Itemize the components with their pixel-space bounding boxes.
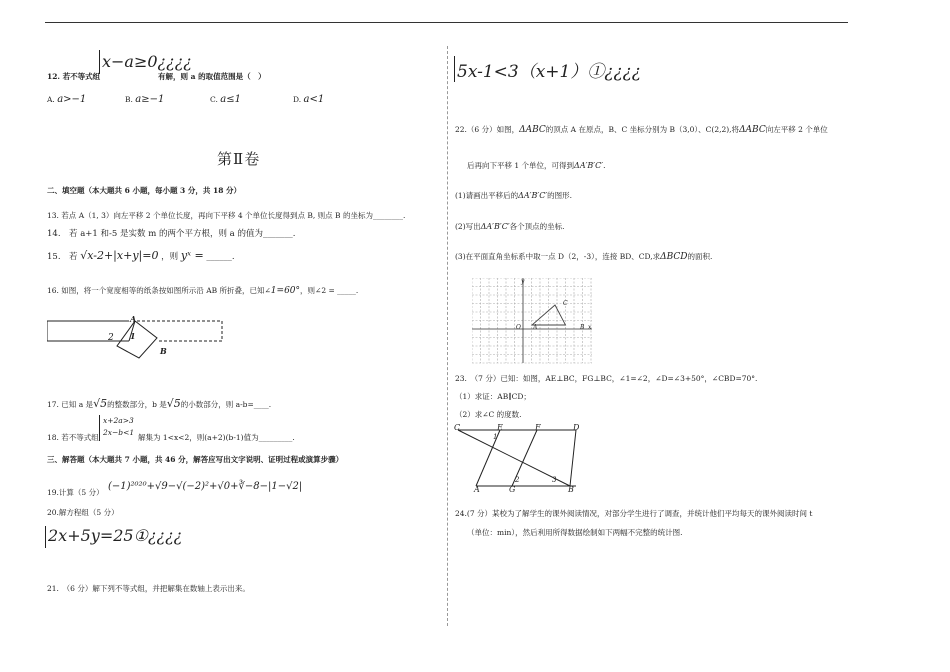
q12-option-d: D. a<1 xyxy=(293,94,325,105)
q12-option-b: B. a≥−1 xyxy=(125,94,165,105)
q23-part1: （1）求证：AB∥CD； xyxy=(455,392,531,401)
q18-line1: x+2a>3 xyxy=(103,416,134,425)
q23-label-e: E xyxy=(497,423,503,432)
q21: 21. （6 分）解下列不等式组，并把解集在数轴上表示出来。 xyxy=(47,584,250,593)
q12-inequality: x−a≥0¿¿¿¿ xyxy=(102,52,192,71)
part2-header: 二、填空题（本大题共 6 小题，每小题 3 分，共 18 分） xyxy=(47,186,242,195)
q22-origin: O xyxy=(516,324,521,331)
q22-part1: (1)请画出平移后的ΔA′B′C′的图形. xyxy=(455,191,573,200)
q20-label: 20.解方程组（5 分） xyxy=(47,508,119,517)
part3-header: 三、解答题（本大题共 7 小题，共 46 分，解答应写出文字说明、证明过程或演算步骤） xyxy=(47,455,344,464)
q24-line2: （单位：min），然后利用所得数据绘制如下两幅不完整的统计图. xyxy=(467,528,683,537)
q22-line1: 22.（6 分）如图，ΔABC的顶点 A 在原点，B、C 坐标分别为 B（3,0）、C(2,2),将ΔABC向左平移 2 个单位 xyxy=(455,125,828,135)
q22-part2: (2)写出ΔA′B′C′各个顶点的坐标. xyxy=(455,222,565,231)
q18-suffix: 解集为 1<x<2，则(a+2)(b-1)值为_________. xyxy=(138,433,295,442)
q21-brace xyxy=(454,56,455,82)
q22-part3: (3)在平面直角坐标系中取一点 D（2，-3），连接 BD、CD,求ΔBCD的面积. xyxy=(455,252,713,262)
column-divider xyxy=(447,46,448,626)
q23-label-3: 3 xyxy=(552,476,557,484)
q21-inequality: 5x-1<3（x+1）①¿¿¿¿ xyxy=(457,62,641,82)
q20-equation: 2x+5y=25①¿¿¿¿ xyxy=(48,526,183,545)
q16: 16. 如图，将一个宽度相等的纸条按如图所示沿 AB 所折叠，已知∠1=60°，则∠2 = _____. xyxy=(47,286,359,296)
q23-line1: 23. （7 分）已知：如图，AE⊥BC，FG⊥BC，∠1=∠2，∠D=∠3+50°，∠CBD=70°. xyxy=(455,374,758,383)
q19-prefix: 19.计算（5 分） xyxy=(47,488,104,497)
q23-label-f: F xyxy=(535,423,541,432)
q16-label-b: B xyxy=(160,346,167,356)
q13: 13. 若点 A（1, 3）向左平移 2 个单位长度，再向下平移 4 个单位长度得到点 B, 则点 B 的坐标为________. xyxy=(47,211,406,220)
q17: 17. 已知 a 是√5的整数部分，b 是√5的小数部分，则 a-b=____. xyxy=(47,397,272,410)
q23-label-d: D xyxy=(573,423,580,432)
q22-coordinate-grid xyxy=(472,278,594,364)
q18-line2: 2x−b<1 xyxy=(103,428,135,437)
q16-label-1: 1 xyxy=(130,331,136,341)
q20-brace xyxy=(45,526,46,548)
q23-label-b: B xyxy=(568,485,574,494)
q22-line2: 后再向下平移 1 个单位，可得到ΔA′B′C′. xyxy=(467,161,606,170)
q23-label-a: A xyxy=(474,485,480,494)
q12-suffix: 有解，则 a 的取值范围是（ ） xyxy=(158,72,266,81)
q22-axis-x: x xyxy=(588,324,592,331)
q12-option-a: A. a>−1 xyxy=(47,94,87,105)
q22-point-c: C xyxy=(563,300,568,307)
q23-label-g: G xyxy=(509,485,516,494)
q19-expression: (−1)²⁰²⁰+√9−√(−2)²+√0+∛−8−|1−√2| xyxy=(108,481,303,492)
q18-brace xyxy=(99,415,100,441)
q15: 15. 若 √x-2+|x+y|=0 ，则 yˣ = ______. xyxy=(47,249,235,262)
q23-part2: （2）求∠C 的度数. xyxy=(455,410,522,419)
q14: 14. 若 a+1 和-5 是实数 m 的两个平方根，则 a 的值为_______. xyxy=(47,229,296,239)
q24-line1: 24.(7 分）某校为了解学生的课外阅读情况，对部分学生进行了调查，并统计他们平均每天的课外阅读时间 t xyxy=(455,509,813,518)
q12-prefix: 12. 若不等式组 xyxy=(47,72,101,81)
q16-fold-figure xyxy=(47,316,227,360)
top-rule xyxy=(45,22,848,23)
q18-prefix: 18. 若不等式组 xyxy=(47,433,99,442)
q12-option-c: C. a≤1 xyxy=(210,94,241,105)
q22-point-b: B xyxy=(580,324,585,331)
q23-label-2: 2 xyxy=(515,476,520,484)
q23-label-1: 1 xyxy=(493,433,498,441)
q22-point-a: A xyxy=(533,324,538,331)
q23-label-c: C xyxy=(454,423,461,432)
q16-label-2: 2 xyxy=(108,333,114,343)
q16-label-a: A xyxy=(130,314,137,324)
section-title: 第Ⅱ卷 xyxy=(217,150,261,168)
q22-axis-y: y xyxy=(521,278,525,285)
